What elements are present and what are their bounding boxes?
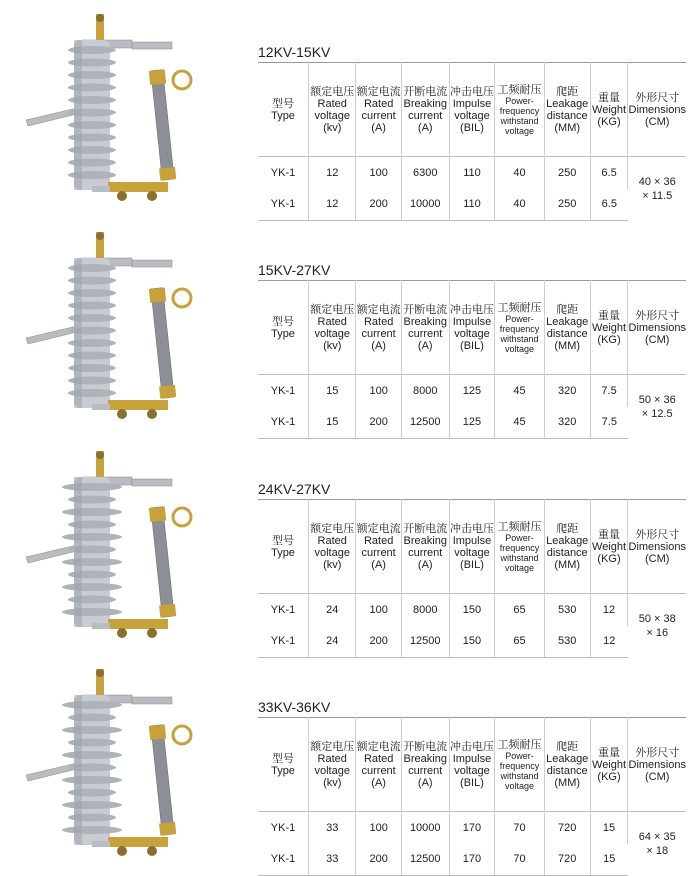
insulator-shed (62, 801, 122, 809)
cell-voltage: 15 (309, 407, 356, 439)
header-rated-current: 额定电流 Rated current (A) (356, 500, 401, 594)
voltage-range-title: 12KV-15KV (258, 44, 331, 60)
insulator-shed (62, 508, 122, 516)
cell-current: 200 (356, 844, 401, 876)
cell-type: YK-1 (258, 189, 309, 221)
voltage-range-title: 15KV-27KV (258, 262, 331, 278)
header-breaking-current: 开断电流 Breaking current (A) (401, 63, 449, 157)
header-impulse-voltage: 冲击电压 Impulse voltage (BIL) (449, 281, 495, 375)
cell-impulse: 150 (449, 626, 495, 658)
voltage-range-title: 33KV-36KV (258, 699, 331, 715)
cell-leakage: 530 (544, 626, 590, 658)
cell-weight: 7.5 (590, 375, 628, 407)
header-impulse-voltage: 冲击电压 Impulse voltage (BIL) (449, 718, 495, 812)
cell-impulse: 170 (449, 844, 495, 876)
insulator-shed (62, 776, 122, 784)
cell-current: 100 (356, 375, 401, 407)
cell-power-frequency: 45 (495, 375, 544, 407)
cell-power-frequency: 45 (495, 407, 544, 439)
cell-current: 100 (356, 812, 401, 844)
cell-leakage: 250 (544, 157, 590, 189)
cell-weight: 12 (590, 594, 628, 626)
cell-impulse: 125 (449, 375, 495, 407)
fuse-cutout-image (22, 665, 212, 865)
cell-current: 100 (356, 157, 401, 189)
insulator-shed (62, 826, 122, 834)
header-rated-current: 额定电流 Rated current (A) (356, 718, 401, 812)
header-dimensions: 外形尺寸 Dimensions (CM) (628, 309, 686, 346)
header-dimensions: 外形尺寸 Dimensions (CM) (628, 91, 686, 128)
table-row (258, 812, 686, 844)
fuse-cutout-image (22, 228, 212, 428)
cell-voltage: 24 (309, 594, 356, 626)
table-row (258, 189, 686, 221)
header-rated-voltage: 额定电压 Rated voltage (kv) (309, 63, 356, 157)
cell-power-frequency: 70 (495, 812, 544, 844)
fuse-cutout-image (22, 10, 212, 210)
cell-type: YK-1 (258, 375, 309, 407)
cell-dimensions: 50 × 38 × 16 (628, 594, 686, 658)
voltage-range-title: 24KV-27KV (258, 481, 331, 497)
header-power-frequency: 工频耐压 Power- frequency withstand voltage (495, 63, 544, 157)
header-type: 型号 Type (258, 281, 309, 375)
cell-dimensions: 40 × 36 × 11.5 (628, 157, 686, 221)
cell-leakage: 530 (544, 594, 590, 626)
cell-power-frequency: 70 (495, 844, 544, 876)
cell-power-frequency: 40 (495, 189, 544, 221)
header-power-frequency: 工频耐压 Power- frequency withstand voltage (495, 500, 544, 594)
table-row (258, 844, 686, 876)
header-weight: 重量 Weight (KG) (590, 63, 628, 157)
cell-weight: 12 (590, 626, 628, 658)
cell-weight: 6.5 (590, 157, 628, 189)
header-breaking-current: 开断电流 Breaking current (A) (401, 281, 449, 375)
spec-table (258, 280, 686, 439)
cell-breaking: 6300 (401, 157, 449, 189)
cell-leakage: 720 (544, 812, 590, 844)
cell-power-frequency: 65 (495, 594, 544, 626)
insulator-shed (62, 558, 122, 566)
header-breaking-current: 开断电流 Breaking current (A) (401, 718, 449, 812)
cell-voltage: 15 (309, 375, 356, 407)
header-rated-current: 额定电流 Rated current (A) (356, 63, 401, 157)
spec-table (258, 717, 686, 876)
header-weight: 重量 Weight (KG) (590, 718, 628, 812)
cell-voltage: 33 (309, 844, 356, 876)
cell-breaking: 12500 (401, 844, 449, 876)
cell-breaking: 8000 (401, 594, 449, 626)
cell-leakage: 250 (544, 189, 590, 221)
cell-current: 200 (356, 626, 401, 658)
insulator-shed (62, 608, 122, 616)
fuse-cutout-image (22, 447, 212, 647)
table-row (258, 407, 686, 439)
header-rated-voltage: 额定电压 Rated voltage (kv) (309, 500, 356, 594)
header-rated-voltage: 额定电压 Rated voltage (kv) (309, 281, 356, 375)
cell-type: YK-1 (258, 626, 309, 658)
insulator-shed (62, 583, 122, 591)
insulator-shed (62, 483, 122, 491)
header-dimensions: 外形尺寸 Dimensions (CM) (628, 746, 686, 783)
header-rated-current: 额定电流 Rated current (A) (356, 281, 401, 375)
cell-type: YK-1 (258, 157, 309, 189)
cell-breaking: 10000 (401, 812, 449, 844)
header-impulse-voltage: 冲击电压 Impulse voltage (BIL) (449, 63, 495, 157)
table-row (258, 375, 686, 407)
header-leakage-distance: 爬距 Leakage distance (MM) (544, 63, 590, 157)
cell-weight: 6.5 (590, 189, 628, 221)
header-impulse-voltage: 冲击电压 Impulse voltage (BIL) (449, 500, 495, 594)
cell-voltage: 12 (309, 189, 356, 221)
header-type: 型号 Type (258, 718, 309, 812)
cell-impulse: 110 (449, 157, 495, 189)
cell-breaking: 12500 (401, 626, 449, 658)
header-leakage-distance: 爬距 Leakage distance (MM) (544, 281, 590, 375)
cell-breaking: 10000 (401, 189, 449, 221)
cell-leakage: 320 (544, 407, 590, 439)
spec-table (258, 62, 686, 221)
cell-type: YK-1 (258, 812, 309, 844)
cell-voltage: 33 (309, 812, 356, 844)
cell-breaking: 8000 (401, 375, 449, 407)
cell-type: YK-1 (258, 594, 309, 626)
header-weight: 重量 Weight (KG) (590, 281, 628, 375)
cell-leakage: 320 (544, 375, 590, 407)
header-breaking-current: 开断电流 Breaking current (A) (401, 500, 449, 594)
cell-current: 100 (356, 594, 401, 626)
header-power-frequency: 工频耐压 Power- frequency withstand voltage (495, 281, 544, 375)
cell-weight: 15 (590, 844, 628, 876)
cell-impulse: 150 (449, 594, 495, 626)
header-rated-voltage: 额定电压 Rated voltage (kv) (309, 718, 356, 812)
table-row (258, 626, 686, 658)
cell-impulse: 110 (449, 189, 495, 221)
cell-current: 200 (356, 407, 401, 439)
cell-dimensions: 64 × 35 × 18 (628, 812, 686, 876)
insulator-shed (62, 533, 122, 541)
cell-type: YK-1 (258, 844, 309, 876)
header-weight: 重量 Weight (KG) (590, 500, 628, 594)
cell-current: 200 (356, 189, 401, 221)
cell-power-frequency: 40 (495, 157, 544, 189)
table-row (258, 594, 686, 626)
insulator-shed (62, 726, 122, 734)
cell-type: YK-1 (258, 407, 309, 439)
cell-voltage: 24 (309, 626, 356, 658)
header-power-frequency: 工频耐压 Power- frequency withstand voltage (495, 718, 544, 812)
header-dimensions: 外形尺寸 Dimensions (CM) (628, 528, 686, 565)
cell-voltage: 12 (309, 157, 356, 189)
cell-impulse: 125 (449, 407, 495, 439)
cell-breaking: 12500 (401, 407, 449, 439)
cell-impulse: 170 (449, 812, 495, 844)
cell-leakage: 720 (544, 844, 590, 876)
cell-weight: 7.5 (590, 407, 628, 439)
header-leakage-distance: 爬距 Leakage distance (MM) (544, 718, 590, 812)
cell-dimensions: 50 × 36 × 12.5 (628, 375, 686, 439)
header-type: 型号 Type (258, 63, 309, 157)
cell-weight: 15 (590, 812, 628, 844)
header-leakage-distance: 爬距 Leakage distance (MM) (544, 500, 590, 594)
insulator-shed (62, 701, 122, 709)
cell-power-frequency: 65 (495, 626, 544, 658)
spec-table (258, 499, 686, 658)
header-type: 型号 Type (258, 500, 309, 594)
insulator-shed (62, 751, 122, 759)
table-row (258, 157, 686, 189)
